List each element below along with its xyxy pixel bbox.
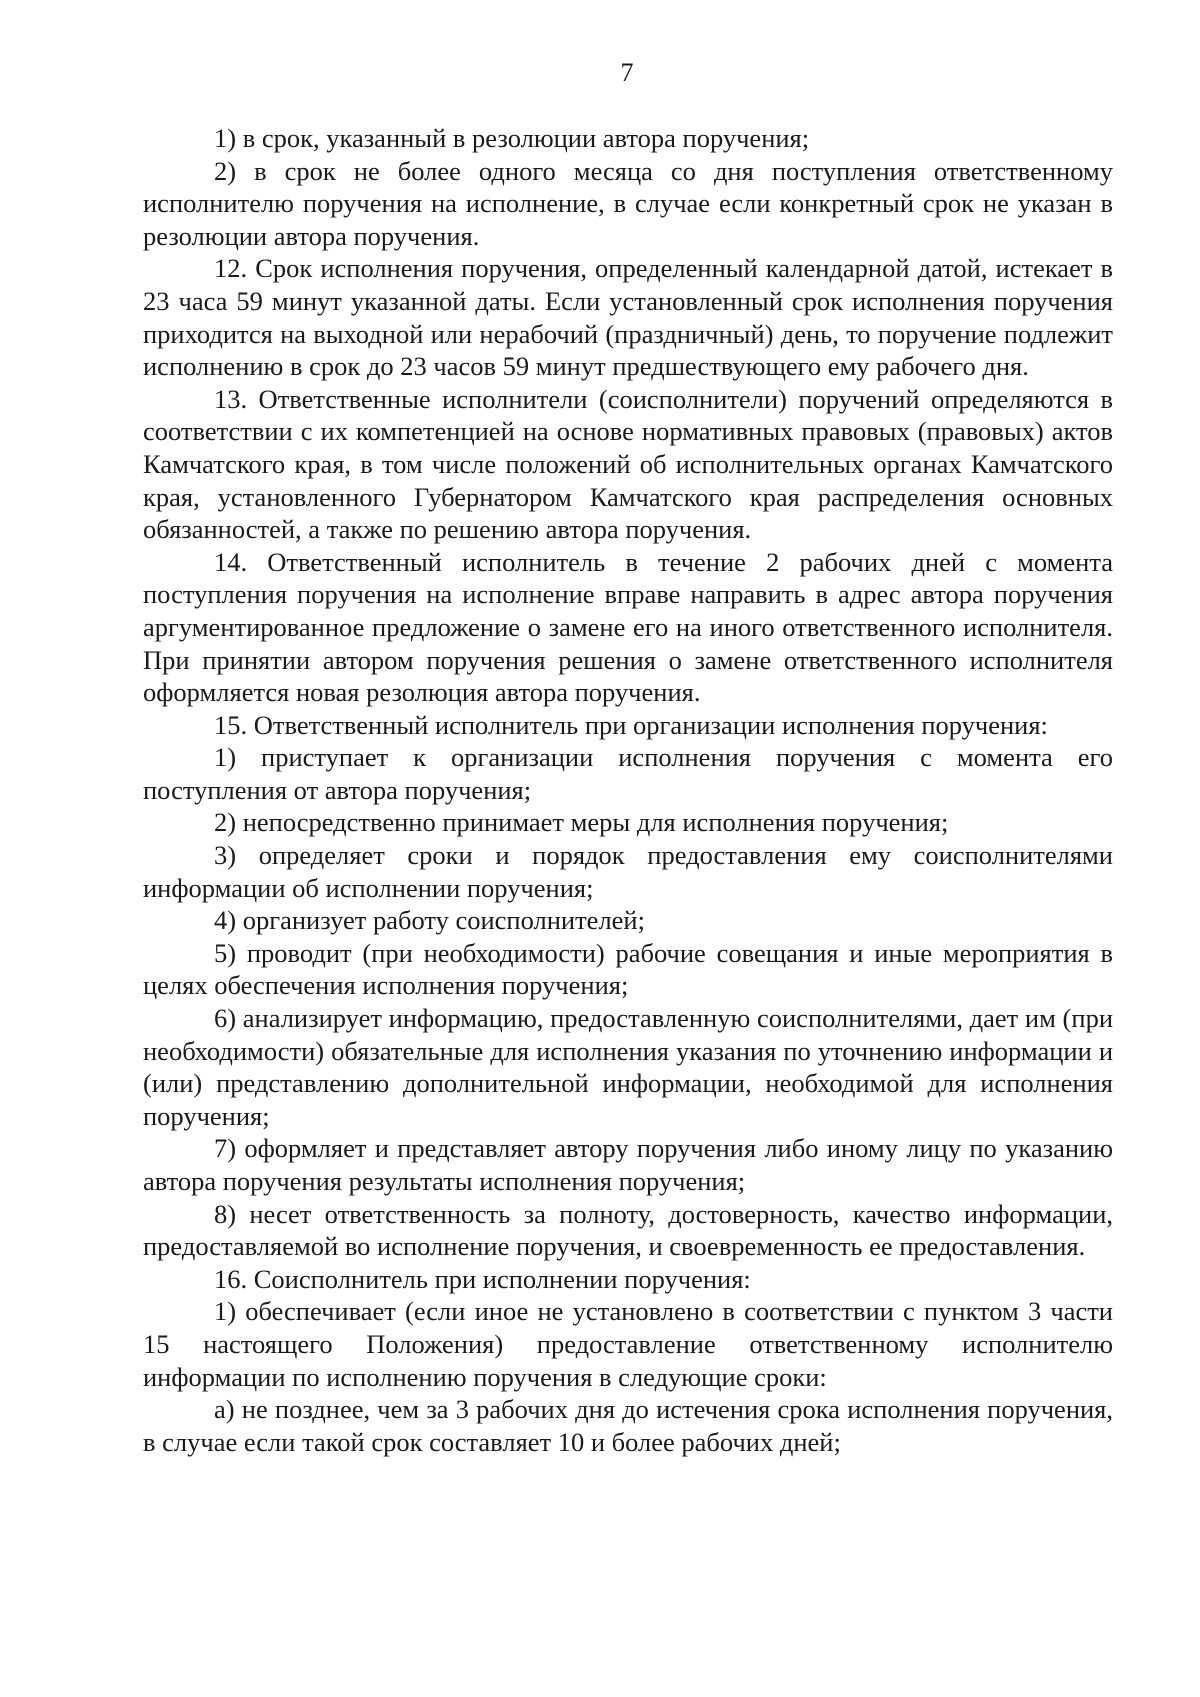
paragraph: 12. Срок исполнения поручения, определенный календарной датой, истекает в 23 часа 59 минут указанной даты. Если установленный срок исполнения поручения приходится на выходной или нерабочий (праздничный) день, то поручение подлежит исполнению в срок до 23 часов 59 минут предшествующего ему рабочего дня.	[143, 253, 1113, 382]
paragraph: 8) несет ответственность за полноту, достоверность, качество информации, предоставляемой во исполнение поручения, и своевременность ее предоставления.	[143, 1198, 1113, 1262]
paragraph: 5) проводит (при необходимости) рабочие совещания и иные мероприятия в целях обеспечения исполнения поручения;	[143, 937, 1113, 1001]
paragraph: 1) в срок, указанный в резолюции автора поручения;	[214, 123, 810, 153]
paragraph: 4) организует работу соисполнителей;	[214, 905, 645, 936]
paragraph: 14. Ответственный исполнитель в течение 2 рабочих дней с момента поступления поручения на исполнение вправе направить в адрес автора поручения аргументированное предложение о замене его на иного ответственного исполнителя. При принятии автором поручения решения о замене ответственного исполнителя оформляется новая резолюция автора поручения.	[143, 546, 1113, 708]
paragraph: 1) обеспечивает (если иное не установлено в соответствии с пунктом 3 части 15 настоящего Положения) предоставление ответственному исполнителю информации по исполнению поручения в следующие сроки:	[143, 1296, 1113, 1392]
paragraph: 1) приступает к организации исполнения поручения с момента его поступления от автора поручения;	[143, 742, 1113, 805]
page-number: 7	[620, 58, 634, 87]
paragraph: 13. Ответственные исполнители (соисполнители) поручений определяются в соответствии с их компетенцией на основе нормативных правовых (правовых) актов Камчатского края, в том числе положений об исполнительных органах Камчатского края, установленного Губернатором Камчатского края распределения основных обязанностей, а также по решению автора поручения.	[143, 383, 1113, 545]
paragraph: 16. Соисполнитель при исполнении поручения:	[214, 1263, 751, 1294]
paragraph: 3) определяет сроки и порядок предоставления ему соисполнителями информации об исполнении поручения;	[143, 840, 1113, 903]
paragraph: 7) оформляет и представляет автору поручения либо иному лицу по указанию автора поручения результаты исполнения поручения;	[143, 1133, 1113, 1196]
paragraph: 2) непосредственно принимает меры для исполнения поручения;	[214, 807, 949, 838]
paragraph: 6) анализирует информацию, предоставленную соисполнителями, дает им (при необходимости) обязательные для исполнения указания по уточнению информации и (или) представлению дополнительной информации, необходимой для исполнения поручения;	[143, 1003, 1113, 1131]
document-body	[143, 122, 1113, 1458]
paragraph: а) не позднее, чем за 3 рабочих дня до истечения срока исполнения поручения, в случае если такой срок составляет 10 и более рабочих дней;	[143, 1394, 1113, 1457]
paragraph: 15. Ответственный исполнитель при организации исполнения поручения:	[214, 709, 1048, 740]
paragraph: 2) в срок не более одного месяца со дня поступления ответственному исполнителю поручения на исполнение, в случае если конкретный срок не указан в резолюции автора поручения.	[143, 155, 1113, 251]
